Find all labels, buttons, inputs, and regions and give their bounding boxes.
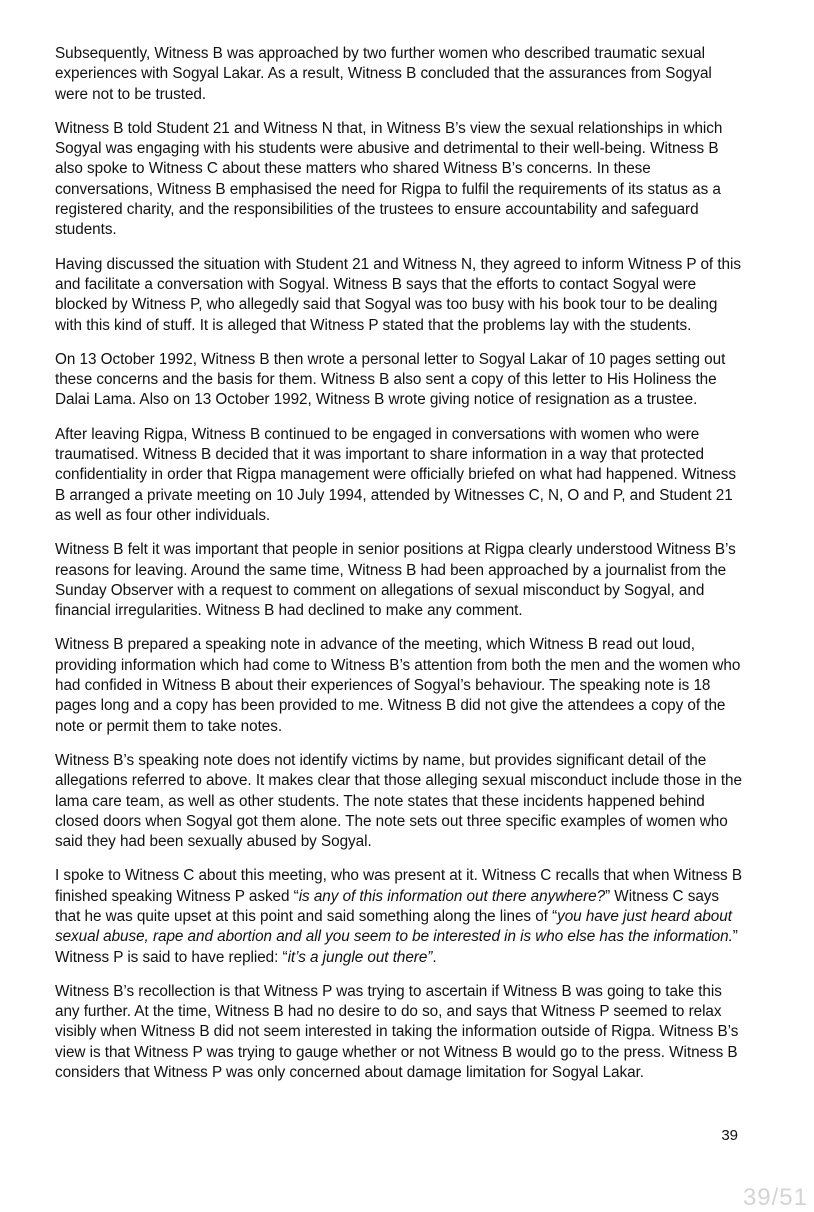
paragraph-3: Having discussed the situation with Student 21 and Witness N, they agreed to inform Witness P of this and facilitate a conversation with Sogyal. Witness B says that the efforts to contact Sogyal were blocked by Witness P, who allegedly said that Sogyal was too busy with his book tour to be dealing with this kind of stuff. It is alleged that Witness P stated that the problems lay with the students. — [55, 255, 741, 334]
meeting-quote-3: it’s a jungle out there” — [287, 948, 433, 966]
paragraph-1: Subsequently, Witness B was approached by two further women who described traumatic sexual experiences with Sogyal Lakar. As a result, Witness B concluded that the assurances from Sogyal were not to be trusted. — [55, 45, 712, 103]
paragraph-7: Witness B prepared a speaking note in advance of the meeting, which Witness B read out loud, providing information which had come to Witness B’s attention from both the men and the women who had confided in Witness B about their experiences of Sogyal’s behaviour. The speaking note is 18 pages long and a copy has been provided to me. Witness B did not give the attendees a copy of the note or permit them to take notes. — [55, 636, 741, 735]
page-number: 39 — [721, 1127, 738, 1144]
meeting-text-4: . — [432, 948, 437, 966]
document-body — [55, 44, 745, 1097]
meeting-quote-1: is any of this information out there anywhere? — [298, 887, 606, 905]
paragraph-9-meeting-quotes — [55, 866, 745, 967]
meeting-text-1: I spoke to Witness C about this meeting, who was present at it. Witness C recalls that when Witness B finished speaking Witness P asked “ — [55, 867, 743, 905]
paragraph-5: After leaving Rigpa, Witness B continued to be engaged in conversations with women who were traumatised. Witness B decided that it was important to share information in a way that protected confidentiality in order that Rigpa management were officially briefed on what had happened. Witness B arranged a private meeting on 10 July 1994, attended by Witnesses C, N, O and P, and Student 21 as well as four other individuals. — [55, 425, 736, 524]
paragraph-6: Witness B felt it was important that people in senior positions at Rigpa clearly understood Witness B’s reasons for leaving. Around the same time, Witness B had been approached by a journalist from the Sunday Observer with a request to comment on allegations of sexual misconduct by Sogyal, and financial irregularities. Witness B had declined to make any comment. — [55, 541, 736, 620]
page-counter-overlay: 39/51 — [742, 1184, 808, 1211]
paragraph-4: On 13 October 1992, Witness B then wrote a personal letter to Sogyal Lakar of 10 pages setting out these concerns and the basis for them. Witness B also sent a copy of this letter to His Holiness the Dalai Lama. Also on 13 October 1992, Witness B wrote giving notice of resignation as a trustee. — [55, 350, 726, 409]
paragraph-10: Witness B’s recollection is that Witness P was trying to ascertain if Witness B was going to take this any further. At the time, Witness B had no desire to do so, and says that Witness P seemed to relax visibly when Witness B did not seem interested in taking the information outside of Rigpa. Witness B’s view is that Witness P was trying to gauge whether or not Witness B would go to the press. Witness B considers that Witness P was only concerned about damage limitation for Sogyal Lakar. — [55, 982, 739, 1082]
meeting-text-2: ” Witness C says that he was quite upset at this point and said something along the lines of “ — [55, 887, 720, 925]
meeting-quote-2: you have just heard about sexual abuse, rape and abortion and all you seem to be interested in is who else has the information. — [55, 907, 733, 946]
paragraph-8: Witness B’s speaking note does not identify victims by name, but provides significant detail of the allegations referred to above. It makes clear that those alleging sexual misconduct include those in the lama care team, as well as other students. The note states that these incidents happened behind closed doors when Sogyal got them alone. The note sets out three specific examples of women who said they had been sexually abused by Sogyal. — [55, 751, 742, 851]
paragraph-2: Witness B told Student 21 and Witness N that, in Witness B’s view the sexual relationships in which Sogyal was engaging with his students were abusive and detrimental to their well-being. Witness B also spoke to Witness C about these matters who shared Witness B’s concerns. In these conversations, Witness B emphasised the need for Rigpa to fulfil the requirements of its status as a registered charity, and the responsibilities of the trustees to ensure accountability and safeguard students. — [55, 119, 723, 239]
meeting-text-3: ” Witness P is said to have replied: “ — [55, 928, 738, 966]
